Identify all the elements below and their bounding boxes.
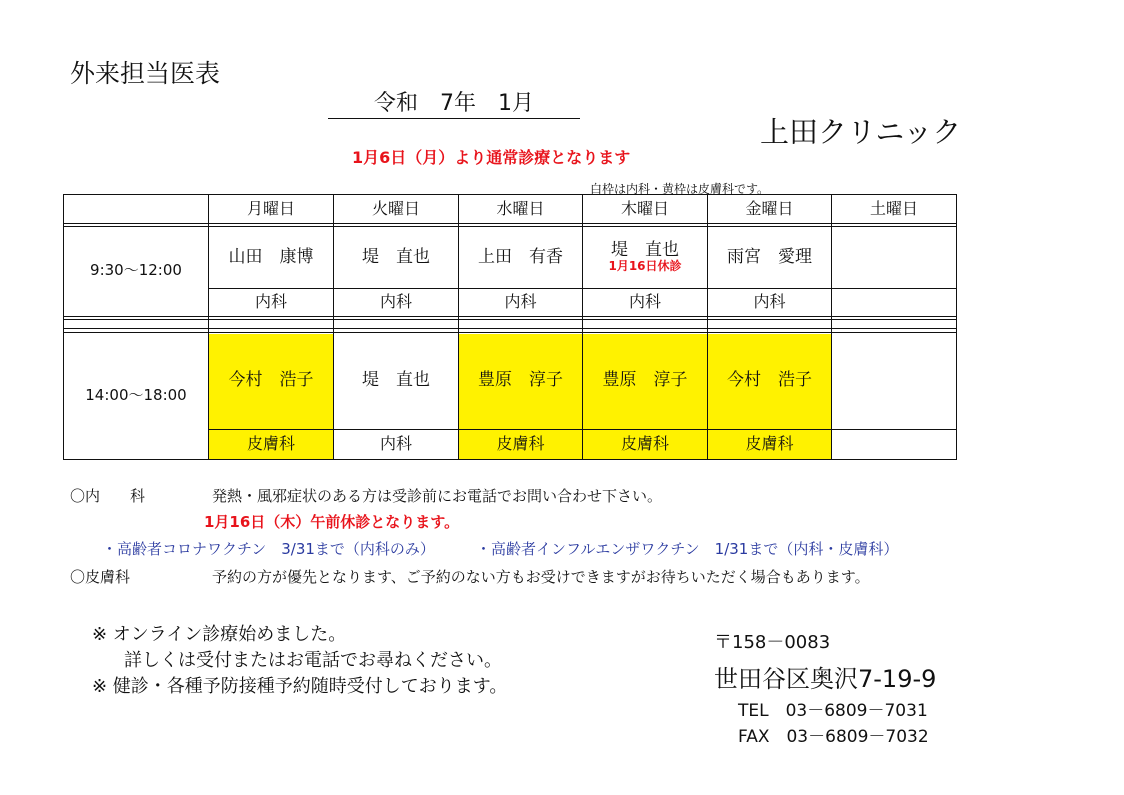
afternoon-dept-wed: 皮膚科 bbox=[496, 434, 545, 454]
afternoon-doctor-thu: 豊原 淳子 bbox=[602, 370, 688, 391]
morning-doctor-mon: 山田 康博 bbox=[228, 246, 314, 267]
morning-doctor-thu: 堤 直也 bbox=[611, 239, 679, 260]
afternoon-doctor-wed: 豊原 淳子 bbox=[478, 370, 563, 391]
day-header-tue: 火曜日 bbox=[371, 198, 420, 218]
tel-number: TEL 03－6809－7031 bbox=[738, 701, 928, 721]
afternoon-dept-thu: 皮膚科 bbox=[620, 434, 669, 454]
afternoon-dept-fri: 皮膚科 bbox=[745, 434, 794, 454]
afternoon-dept-mon: 皮膚科 bbox=[246, 434, 295, 454]
day-header-fri: 金曜日 bbox=[745, 198, 794, 218]
internal-label: 〇内 科 bbox=[70, 487, 146, 505]
document-title: 外来担当医表 bbox=[70, 59, 221, 88]
afternoon-time: 14:00～18:00 bbox=[85, 385, 187, 404]
morning-doctor-fri: 雨宮 愛理 bbox=[727, 246, 812, 267]
internal-closure: 1月16日（木）午前休診となります。 bbox=[204, 513, 460, 531]
derm-text: 予約の方が優先となります、ご予約のない方もお受けできますがお待ちいただく場合もあります。 bbox=[212, 568, 870, 586]
morning-dept-fri: 内科 bbox=[753, 292, 786, 312]
day-header-sat: 土曜日 bbox=[869, 198, 918, 218]
thu-closure-note: 1月16日休診 bbox=[608, 259, 682, 274]
afternoon-doctor-mon: 今村 浩子 bbox=[228, 370, 314, 391]
day-header-thu: 木曜日 bbox=[620, 198, 669, 218]
morning-dept-wed: 内科 bbox=[504, 292, 537, 312]
online-line-2: 詳しくは受付またはお電話でお尋ねください。 bbox=[124, 650, 502, 671]
afternoon-doctor-sat bbox=[832, 333, 956, 429]
resume-notice: 1月6日（月）より通常診療となります bbox=[352, 148, 631, 167]
afternoon-dept-tue: 内科 bbox=[379, 434, 412, 454]
morning-dept-sat bbox=[832, 289, 956, 316]
online-line-3: ※ 健診・各種予防接種予約随時受付しております。 bbox=[92, 676, 508, 697]
postal-code: 〒158－0083 bbox=[714, 632, 831, 653]
afternoon-dept-sat bbox=[832, 430, 956, 459]
morning-dept-mon: 内科 bbox=[254, 292, 287, 312]
color-legend: 白枠は内科・黄枠は皮膚科です。 bbox=[590, 182, 770, 196]
fax-number: FAX 03－6809－7032 bbox=[738, 727, 929, 747]
day-header-mon: 月曜日 bbox=[246, 198, 295, 218]
morning-doctor-wed: 上田 有香 bbox=[478, 246, 563, 267]
clinic-address bbox=[714, 631, 936, 750]
morning-cell-thu bbox=[583, 227, 707, 288]
vaccine-influenza: ・高齢者インフルエンザワクチン 1/31まで（内科・皮膚科） bbox=[476, 540, 899, 558]
morning-doctor-tue: 堤 直也 bbox=[362, 246, 430, 267]
vaccine-corona: ・高齢者コロナワクチン 3/31まで（内科のみ） bbox=[102, 540, 435, 558]
online-notice bbox=[92, 622, 507, 700]
clinic-name: 上田クリニック bbox=[760, 115, 962, 149]
morning-dept-tue: 内科 bbox=[379, 292, 412, 312]
day-header-wed: 水曜日 bbox=[496, 198, 545, 218]
derm-label: 〇皮膚科 bbox=[70, 568, 131, 586]
morning-time: 9:30～12:00 bbox=[90, 261, 182, 280]
morning-dept-thu: 内科 bbox=[628, 292, 661, 312]
period-heading: 令和 7年 1月 bbox=[328, 86, 580, 119]
schedule-table bbox=[63, 194, 957, 460]
street-address: 世田谷区奥沢7-19-9 bbox=[714, 665, 937, 693]
afternoon-doctor-fri: 今村 浩子 bbox=[727, 370, 812, 391]
afternoon-doctor-tue: 堤 直也 bbox=[362, 370, 430, 391]
morning-doctor-sat bbox=[832, 227, 956, 288]
internal-text: 発熱・風邪症状のある方は受診前にお電話でお問い合わせ下さい。 bbox=[212, 487, 663, 505]
online-line-1: ※ オンライン診療始めました。 bbox=[92, 624, 347, 645]
